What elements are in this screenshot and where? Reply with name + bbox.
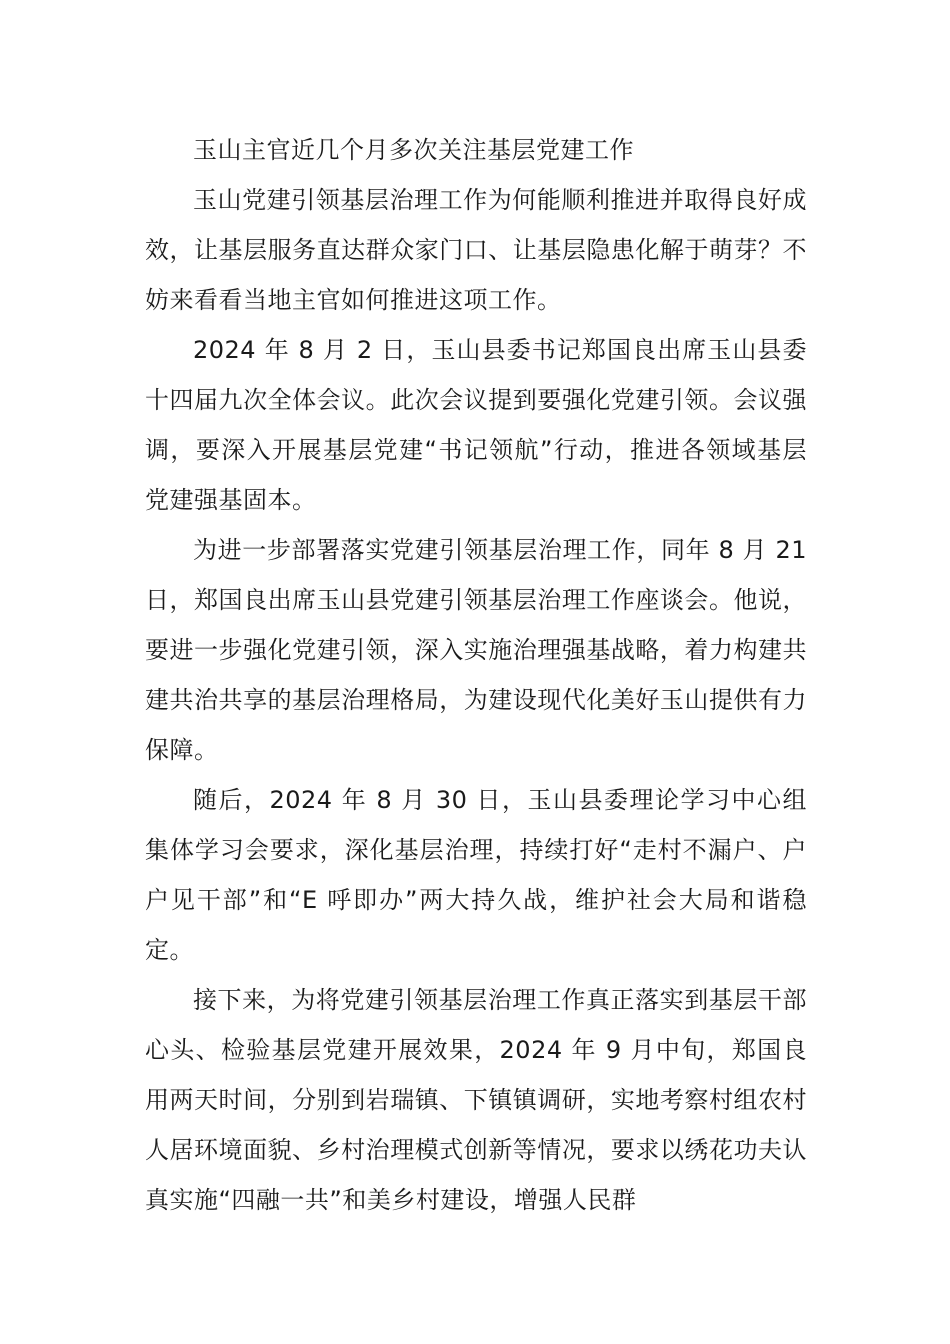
paragraph-sept: 接下来，为将党建引领基层治理工作真正落实到基层干部心头、检验基层党建开展效果，2024 年 9 月中旬，郑国良用两天时间，分别到岩瑞镇、下镇镇调研，实地考察村组农村人居环境面貌、乡村治理模式创新等情况，要求以绣花功夫认真实施“四融一共”和美乡村建设，增强人民群 [145, 986, 807, 1214]
paragraph-aug-21: 为进一步部署落实党建引领基层治理工作，同年 8 月 21 日，郑国良出席玉山县党建引领基层治理工作座谈会。他说，要进一步强化党建引领，深入实施治理强基战略，着力构建共建共治共享的基层治理格局，为建设现代化美好玉山提供有力保障。 [145, 536, 807, 764]
document-title: 玉山主官近几个月多次关注基层党建工作 [193, 136, 634, 164]
paragraph-intro: 玉山党建引领基层治理工作为何能顺利推进并取得良好成效，让基层服务直达群众家门口、让基层隐患化解于萌芽？不妨来看看当地主官如何推进这项工作。 [145, 186, 807, 314]
paragraph-aug-30: 随后，2024 年 8 月 30 日，玉山县委理论学习中心组集体学习会要求，深化基层治理，持续打好“走村不漏户、户户见干部”和“E 呼即办”两大持久战，维护社会大局和谐稳定。 [145, 786, 807, 964]
paragraph-aug-2: 2024 年 8 月 2 日，玉山县委书记郑国良出席玉山县委十四届九次全体会议。此次会议提到要强化党建引领。会议强调，要深入开展基层党建“书记领航”行动，推进各领域基层党建强基固本。 [145, 336, 807, 514]
document-body [145, 125, 807, 1225]
